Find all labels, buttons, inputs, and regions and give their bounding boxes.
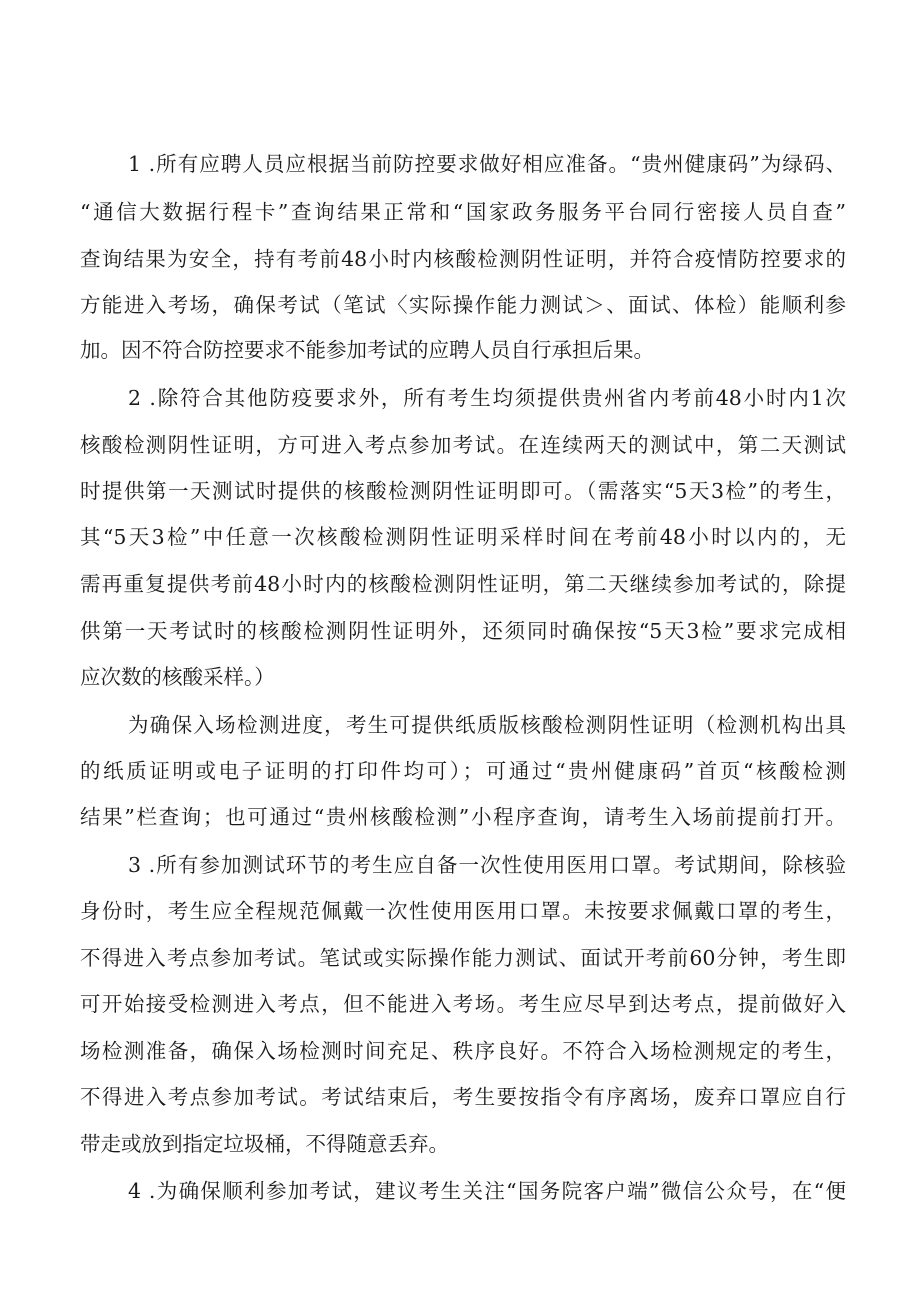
paragraph-line: 供第一天考试时的核酸检测阴性证明外，还须同时确保按“5天3检”要求完成相: [80, 619, 846, 643]
paragraph-line: 带走或放到指定垃圾桶，不得随意丢弃。: [80, 1132, 449, 1156]
paragraph-line: 不得进入考点参加考试。考试结束后，考生要按指令有序离场，废弃口罩应自行: [80, 1085, 846, 1109]
paragraph-line: 加。因不符合防控要求不能参加考试的应聘人员自行承担后果。: [80, 338, 654, 362]
paragraph-line: 核酸检测阴性证明，方可进入考点参加考试。在连续两天的测试中，第二天测试: [80, 433, 846, 457]
paragraph-line: 查询结果为安全，持有考前48小时内核酸检测阴性证明，并符合疫情防控要求的: [80, 247, 846, 271]
paragraph-line: 2 .除符合其他防疫要求外，所有考生均须提供贵州省内考前48小时内1次: [128, 386, 846, 410]
paragraph-line: 3 .所有参加测试环节的考生应自备一次性使用医用口罩。考试期间，除核验: [128, 853, 846, 877]
paragraph-line: 结果”栏查询；也可通过“贵州核酸检测”小程序查询，请考生入场前提前打开。: [80, 805, 846, 829]
paragraph-line: 不得进入考点参加考试。笔试或实际操作能力测试、面试开考前60分钟，考生即: [80, 946, 846, 970]
paragraph-line: 方能进入考场，确保考试（笔试〈实际操作能力测试＞、面试、体检）能顺利参: [80, 293, 846, 317]
paragraph-line: 时提供第一天测试时提供的核酸检测阴性证明即可。（需落实“5天3检”的考生，: [80, 479, 846, 503]
paragraph-line: 其“5天3检”中任意一次核酸检测阴性证明采样时间在考前48小时以内的，无: [80, 525, 846, 549]
paragraph-line: 场检测准备，确保入场检测时间充足、秩序良好。不符合入场检测规定的考生，: [80, 1039, 846, 1063]
paragraph-line: 1 .所有应聘人员应根据当前防控要求做好相应准备。“贵州健康码”为绿码、: [128, 152, 846, 176]
paragraph-line: 需再重复提供考前48小时内的核酸检测阴性证明，第二天继续参加考试的，除提: [80, 572, 846, 596]
paragraph-line: 4 .为确保顺利参加考试，建议考生关注“国务院客户端”微信公众号，在“便: [128, 1179, 846, 1203]
paragraph-line: 为确保入场检测进度，考生可提供纸质版核酸检测阴性证明（检测机构出具: [128, 713, 846, 737]
paragraph-line: 身份时，考生应全程规范佩戴一次性使用医用口罩。未按要求佩戴口罩的考生，: [80, 899, 846, 923]
paragraph-line: “通信大数据行程卡”查询结果正常和“国家政务服务平台同行密接人员自查”: [80, 200, 846, 224]
paragraph-line: 应次数的核酸采样。）: [80, 665, 275, 689]
paragraph-line: 可开始接受检测进入考点，但不能进入考场。考生应尽早到达考点，提前做好入: [80, 992, 846, 1016]
paragraph-line: 的纸质证明或电子证明的打印件均可）；可通过“贵州健康码”首页“核酸检测: [80, 759, 846, 783]
